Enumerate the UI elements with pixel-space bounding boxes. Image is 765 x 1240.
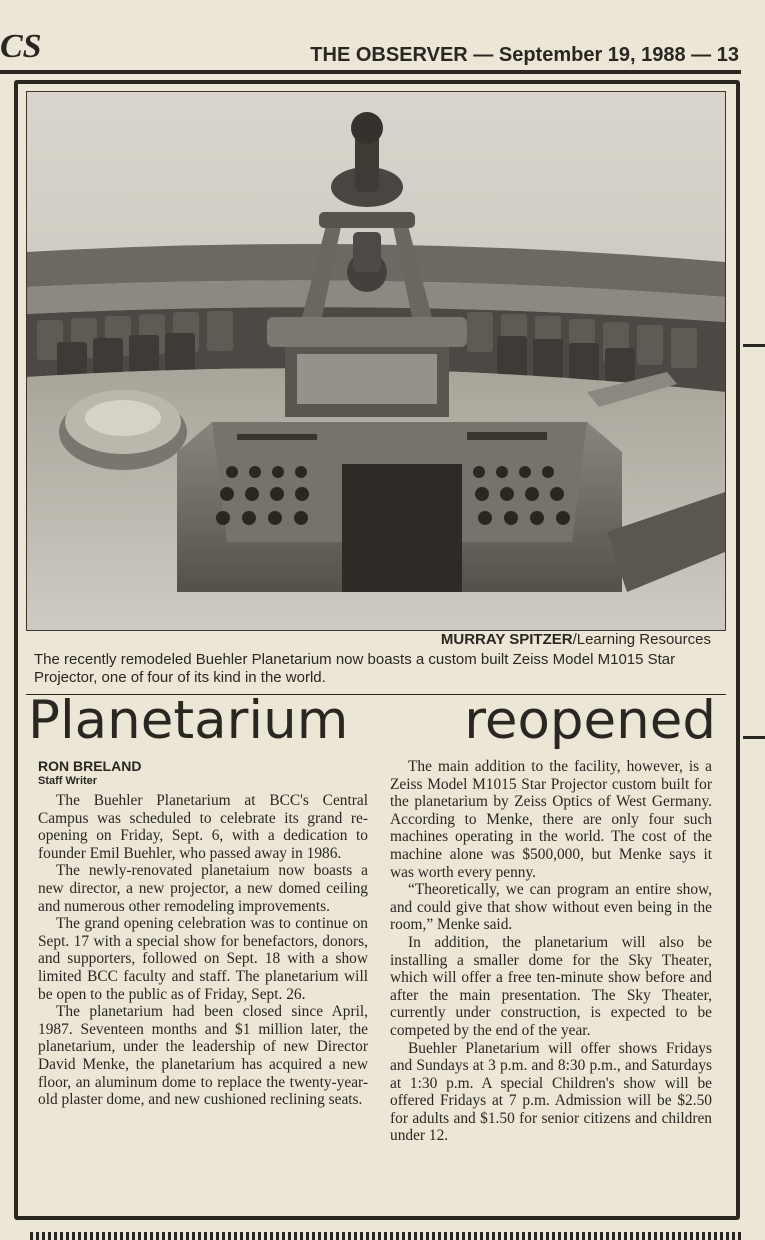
article-column-right [390,758,712,1145]
article-paragraph: “Theoretically, we can program an entire show, and could give that show without even being in the room,” Menke said. [390,881,712,934]
headline-word-2: reopened [464,690,716,751]
edge-mark [743,736,765,739]
edge-mark [743,344,765,347]
previous-page-fragment: CS [0,28,42,65]
photo-credit [441,631,711,648]
article-paragraph: The main addition to the facility, however, is a Zeiss Model M1015 Star Projector custom built for the planetarium by Zeiss Optics of West Germany. According to Menke, there are only four such machines operating in the world. The cost of the machine alone was $500,000, but Menke says it was worth every penny. [390,758,712,881]
top-rule [0,70,741,74]
article-paragraph: The planetarium had been closed since April, 1987. Seventeen months and $1 million later, the planetarium, under the leadership of new Director David Menke, the planetarium has acquired a new floor, an aluminum dome to replace the twenty-year-old plaster dome, and new cushioned reclining seats. [38,1003,368,1109]
photo-caption: The recently remodeled Buehler Planetarium now boasts a custom built Zeiss Model M1015 Star Projector, one of four of its kind in the world. [34,651,676,686]
article-paragraph: The Buehler Planetarium at BCC's Central Campus was scheduled to celebrate its grand re-opening on Friday, Sept. 6, with a dedication to founder Emil Buehler, who passed away in 1986. [38,792,368,862]
article-column-left [38,792,368,1109]
byline-name: RON BRELAND [38,758,142,774]
headline [28,690,728,752]
article-paragraph: In addition, the planetarium will also be installing a smaller dome for the Sky Theater, which will offer a free ten-minute show before and after the main presentation. The Sky Theater, currently under construction, is expected to be competed by the end of the year. [390,933,712,1039]
article-paragraph: The grand opening celebration was to continue on Sept. 17 with a special show for benefactors, donors, and supporters, followed on Sept. 18 with a show limited BCC faculty and staff. The planetarium will be open to the public as of Friday, Sept. 26. [38,915,368,1003]
article-paragraph: Buehler Planetarium will offer shows Fridays and Sundays at 3 p.m. and 8:30 p.m., and Saturdays at 1:30 p.m. A special Children's show will be offered Fridays at 7 p.m. Admission will be $2.50 for adults and $1.50 for senior citizens and children under 12. [390,1039,712,1145]
byline-role: Staff Writer [38,775,98,787]
byline [38,758,141,788]
photo-department: /Learning Resources [572,631,711,648]
bottom-rule [30,1232,742,1240]
photographer-name: MURRAY SPITZER [440,631,573,648]
headline-word-1: Planetarium [28,690,349,751]
newspaper-masthead: THE OBSERVER — September 19, 1988 — 13 [310,44,739,66]
article-paragraph: The newly-renovated planetaium now boasts a new director, a new projector, a new domed ceiling and numerous other remodeling improvements. [38,862,368,915]
planetarium-photo [26,91,726,631]
